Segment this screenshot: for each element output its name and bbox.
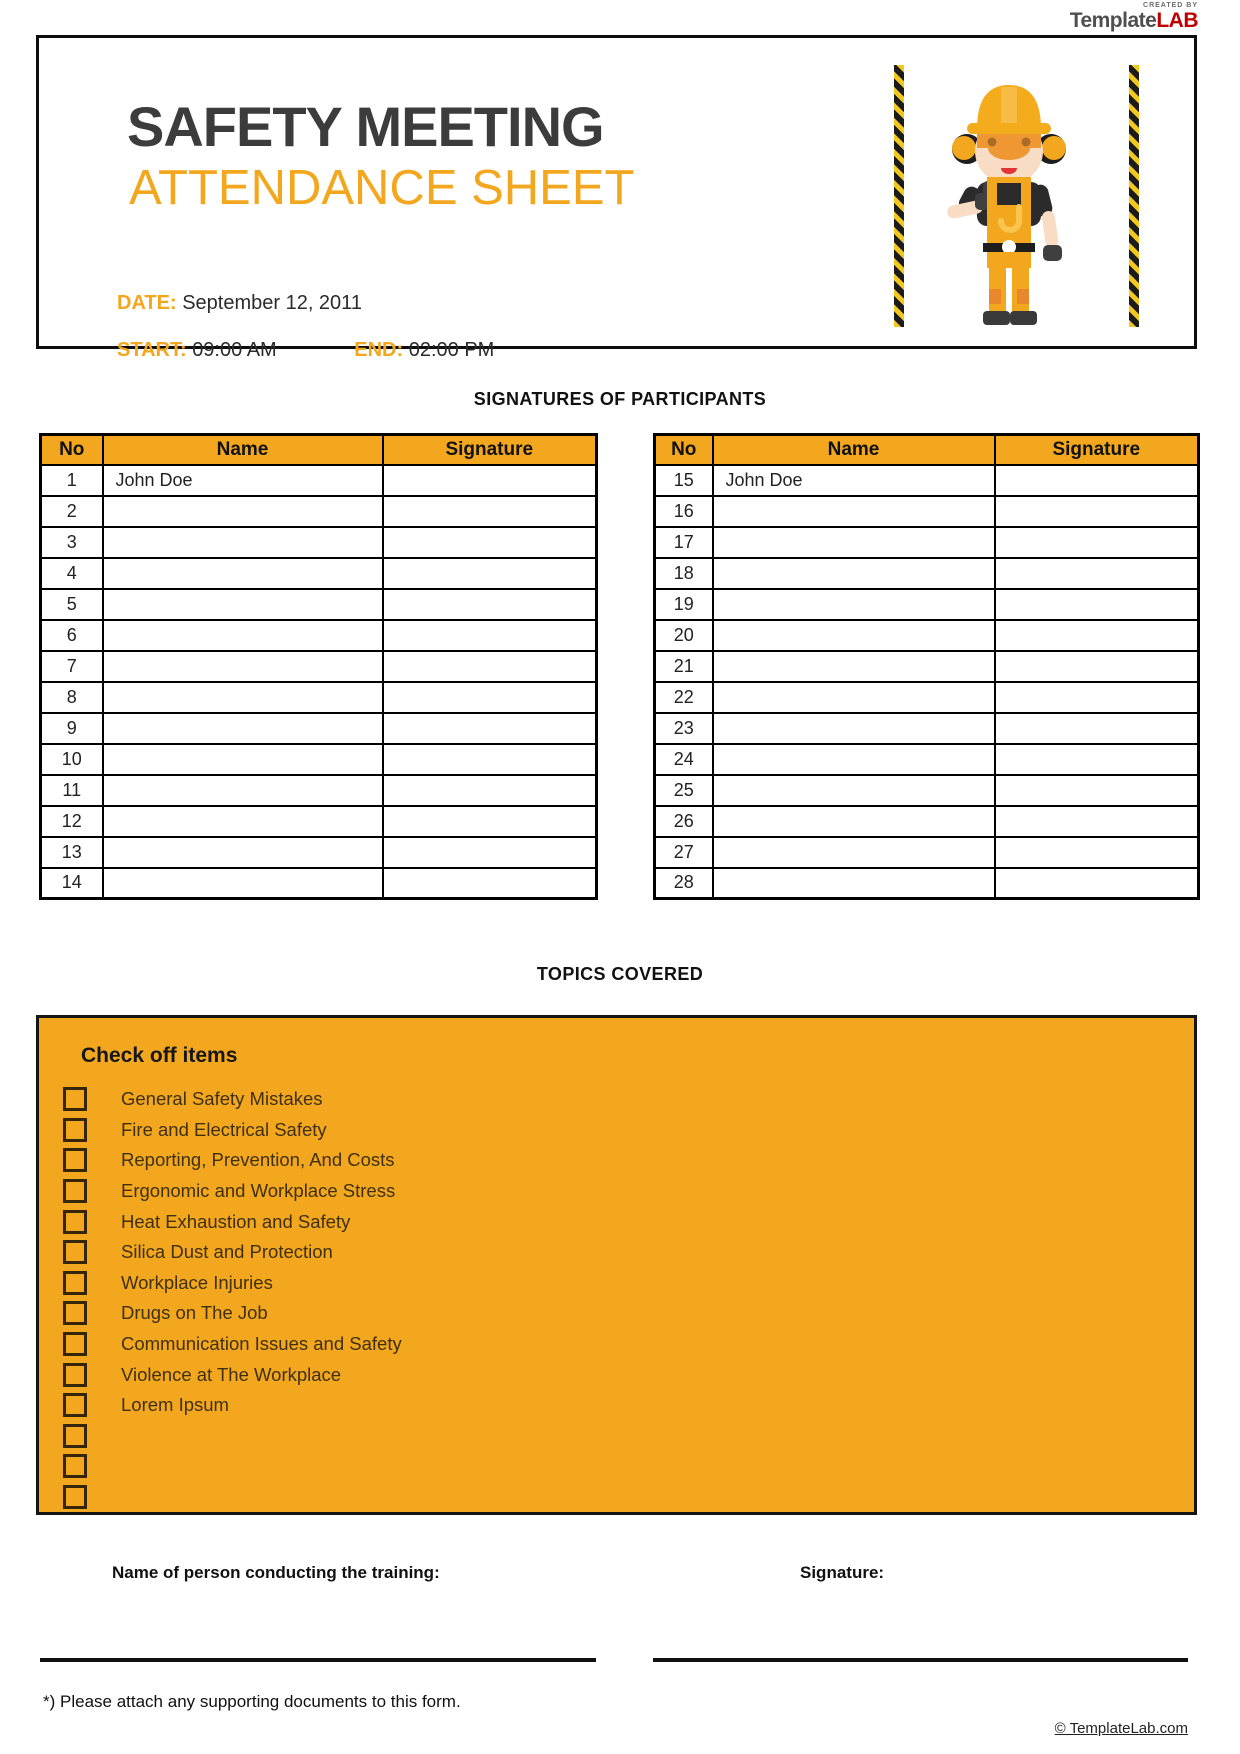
trainer-name-line[interactable] xyxy=(40,1658,596,1662)
topics-checklist xyxy=(63,1084,402,1512)
name-cell[interactable] xyxy=(103,589,383,620)
signature-cell[interactable] xyxy=(995,806,1199,837)
topics-box xyxy=(36,1015,1197,1515)
row-number-cell: 4 xyxy=(41,558,103,589)
checklist-item xyxy=(63,1451,402,1482)
templatelab-copyright-link[interactable]: © TemplateLab.com xyxy=(1054,1720,1188,1737)
table-row xyxy=(655,620,1199,651)
name-cell[interactable]: John Doe xyxy=(103,465,383,496)
trainer-signature-label: Signature: xyxy=(800,1563,885,1582)
checklist-item-label: Drugs on The Job xyxy=(121,1302,268,1324)
name-cell[interactable] xyxy=(713,558,995,589)
signature-cell[interactable] xyxy=(995,713,1199,744)
trainer-name-label: Name of person conducting the training: xyxy=(112,1563,440,1582)
signature-cell[interactable] xyxy=(383,620,597,651)
name-cell[interactable]: John Doe xyxy=(713,465,995,496)
column-header: No xyxy=(655,435,713,465)
row-number-cell: 6 xyxy=(41,620,103,651)
signature-cell[interactable] xyxy=(995,527,1199,558)
table-row xyxy=(41,620,597,651)
checklist-item-label: Violence at The Workplace xyxy=(121,1363,342,1385)
checkbox[interactable] xyxy=(63,1271,87,1295)
table-row xyxy=(655,775,1199,806)
checklist-item xyxy=(63,1237,402,1268)
row-number-cell: 26 xyxy=(655,806,713,837)
table-row xyxy=(655,589,1199,620)
checklist-item xyxy=(63,1206,402,1237)
row-number-cell: 12 xyxy=(41,806,103,837)
name-cell[interactable] xyxy=(103,558,383,589)
signature-cell[interactable] xyxy=(383,527,597,558)
topics-heading: TOPICS COVERED xyxy=(536,964,704,984)
date-line xyxy=(117,292,362,315)
signature-cell[interactable] xyxy=(995,465,1199,496)
name-cell[interactable] xyxy=(103,496,383,527)
row-number-cell: 10 xyxy=(41,744,103,775)
name-cell[interactable] xyxy=(713,620,995,651)
logo-lab-text: LAB xyxy=(1156,9,1198,32)
checkbox[interactable] xyxy=(63,1118,87,1142)
caution-stripe-left xyxy=(894,65,904,327)
name-cell[interactable] xyxy=(103,868,383,899)
row-number-cell: 23 xyxy=(655,713,713,744)
row-number-cell: 1 xyxy=(41,465,103,496)
name-cell[interactable] xyxy=(713,589,995,620)
table-row xyxy=(41,465,597,496)
end-value: 02:00 PM xyxy=(408,339,495,361)
checkbox[interactable] xyxy=(63,1485,87,1509)
name-cell[interactable] xyxy=(713,682,995,713)
header-box xyxy=(36,35,1197,361)
signature-cell[interactable] xyxy=(383,744,597,775)
checkbox[interactable] xyxy=(63,1087,87,1111)
name-cell[interactable] xyxy=(103,527,383,558)
checklist-item-label: General Safety Mistakes xyxy=(121,1088,323,1110)
row-number-cell: 7 xyxy=(41,651,103,682)
name-cell[interactable] xyxy=(103,744,383,775)
attachment-note: *) Please attach any supporting documents to this form. xyxy=(43,1692,461,1711)
signatures-heading: SIGNATURES OF PARTICIPANTS xyxy=(473,389,767,409)
row-number-cell: 8 xyxy=(41,682,103,713)
checklist-item-label: Silica Dust and Protection xyxy=(121,1241,333,1263)
signature-cell[interactable] xyxy=(383,775,597,806)
templatelab-logo xyxy=(1062,2,1198,31)
signature-cell[interactable] xyxy=(383,806,597,837)
signature-cell[interactable] xyxy=(383,496,597,527)
name-cell[interactable] xyxy=(103,775,383,806)
signature-cell[interactable] xyxy=(995,651,1199,682)
date-value: September 12, 2011 xyxy=(182,292,362,314)
name-cell[interactable] xyxy=(713,837,995,868)
row-number-cell: 14 xyxy=(41,868,103,899)
name-cell[interactable] xyxy=(103,837,383,868)
signature-cell[interactable] xyxy=(383,682,597,713)
participants-table-right xyxy=(653,433,1200,900)
checklist-item xyxy=(63,1145,402,1176)
date-label: DATE: xyxy=(117,292,177,314)
end-label: END: xyxy=(354,339,404,361)
table-row xyxy=(655,527,1199,558)
table-row xyxy=(41,713,597,744)
checklist-item-label: Communication Issues and Safety xyxy=(121,1333,402,1355)
row-number-cell: 9 xyxy=(41,713,103,744)
name-cell[interactable] xyxy=(103,651,383,682)
checklist-item xyxy=(63,1298,402,1329)
logo-created-by: CREATED BY xyxy=(1143,2,1198,9)
name-cell[interactable] xyxy=(713,744,995,775)
checklist-item-label: Workplace Injuries xyxy=(121,1271,273,1293)
checklist-item xyxy=(63,1268,402,1299)
column-header: Name xyxy=(103,435,383,465)
name-cell[interactable] xyxy=(713,775,995,806)
row-number-cell: 20 xyxy=(655,620,713,651)
table-row xyxy=(41,558,597,589)
row-number-cell: 24 xyxy=(655,744,713,775)
checkbox[interactable] xyxy=(63,1240,87,1264)
checklist-item xyxy=(63,1115,402,1146)
name-cell[interactable] xyxy=(713,527,995,558)
checklist-item xyxy=(63,1482,402,1513)
caution-stripe-right xyxy=(1129,65,1139,327)
table-row xyxy=(655,558,1199,589)
table-row xyxy=(655,837,1199,868)
time-line xyxy=(117,339,494,362)
checklist-item xyxy=(63,1329,402,1360)
row-number-cell: 2 xyxy=(41,496,103,527)
checklist-item-label: Ergonomic and Workplace Stress xyxy=(121,1180,396,1202)
table-row xyxy=(41,837,597,868)
signature-cell[interactable] xyxy=(995,837,1199,868)
row-number-cell: 17 xyxy=(655,527,713,558)
table-row xyxy=(41,775,597,806)
signature-cell[interactable] xyxy=(995,620,1199,651)
column-header: Signature xyxy=(383,435,597,465)
checkbox[interactable] xyxy=(63,1424,87,1448)
signature-cell[interactable] xyxy=(383,558,597,589)
table-row xyxy=(41,496,597,527)
table-row xyxy=(41,527,597,558)
row-number-cell: 3 xyxy=(41,527,103,558)
signature-cell[interactable] xyxy=(383,713,597,744)
row-number-cell: 22 xyxy=(655,682,713,713)
table-row xyxy=(655,713,1199,744)
table-row xyxy=(655,744,1199,775)
signature-cell[interactable] xyxy=(383,589,597,620)
checkbox[interactable] xyxy=(63,1210,87,1234)
column-header: Signature xyxy=(995,435,1199,465)
checklist-item xyxy=(63,1359,402,1390)
table-row xyxy=(655,682,1199,713)
signature-cell[interactable] xyxy=(383,465,597,496)
construction-worker-illustration xyxy=(931,65,1089,329)
table-row xyxy=(655,806,1199,837)
column-header: No xyxy=(41,435,103,465)
participants-table-left xyxy=(39,433,598,900)
start-value: 09:00 AM xyxy=(192,339,277,361)
table-row xyxy=(41,744,597,775)
name-cell[interactable] xyxy=(103,713,383,744)
checklist-item xyxy=(63,1390,402,1421)
name-cell[interactable] xyxy=(713,713,995,744)
checkbox[interactable] xyxy=(63,1301,87,1325)
signature-cell[interactable] xyxy=(995,589,1199,620)
page-subtitle: ATTENDANCE SHEET xyxy=(129,161,635,215)
name-cell[interactable] xyxy=(103,620,383,651)
signature-cell[interactable] xyxy=(995,496,1199,527)
signature-cell[interactable] xyxy=(995,775,1199,806)
row-number-cell: 15 xyxy=(655,465,713,496)
row-number-cell: 21 xyxy=(655,651,713,682)
start-label: START: xyxy=(117,339,187,361)
page-title: SAFETY MEETING xyxy=(127,95,604,158)
table-row xyxy=(655,465,1199,496)
table-row xyxy=(41,806,597,837)
checkbox[interactable] xyxy=(63,1179,87,1203)
check-off-items-title: Check off items xyxy=(81,1044,238,1067)
signature-cell[interactable] xyxy=(995,868,1199,899)
checkbox[interactable] xyxy=(63,1148,87,1172)
signature-cell[interactable] xyxy=(383,651,597,682)
row-number-cell: 28 xyxy=(655,868,713,899)
table-row xyxy=(41,682,597,713)
column-header: Name xyxy=(713,435,995,465)
signature-cell[interactable] xyxy=(995,558,1199,589)
table-row xyxy=(655,496,1199,527)
checkbox[interactable] xyxy=(63,1332,87,1356)
row-number-cell: 25 xyxy=(655,775,713,806)
row-number-cell: 11 xyxy=(41,775,103,806)
checklist-item-label: Reporting, Prevention, And Costs xyxy=(121,1149,395,1171)
table-row xyxy=(655,868,1199,899)
row-number-cell: 19 xyxy=(655,589,713,620)
name-cell[interactable] xyxy=(103,806,383,837)
table-row xyxy=(41,589,597,620)
name-cell[interactable] xyxy=(713,496,995,527)
name-cell[interactable] xyxy=(713,806,995,837)
checkbox[interactable] xyxy=(63,1393,87,1417)
checklist-item xyxy=(63,1176,402,1207)
name-cell[interactable] xyxy=(103,682,383,713)
row-number-cell: 13 xyxy=(41,837,103,868)
checkbox[interactable] xyxy=(63,1363,87,1387)
table-row xyxy=(655,651,1199,682)
signature-cell[interactable] xyxy=(383,868,597,899)
signature-cell[interactable] xyxy=(995,744,1199,775)
logo-template-text: Template xyxy=(1069,9,1157,32)
checkbox[interactable] xyxy=(63,1454,87,1478)
row-number-cell: 16 xyxy=(655,496,713,527)
row-number-cell: 5 xyxy=(41,589,103,620)
row-number-cell: 27 xyxy=(655,837,713,868)
signature-cell[interactable] xyxy=(383,837,597,868)
signature-cell[interactable] xyxy=(995,682,1199,713)
checklist-item xyxy=(63,1421,402,1452)
table-row xyxy=(41,651,597,682)
checklist-item-label: Fire and Electrical Safety xyxy=(121,1118,327,1140)
checklist-item-label: Lorem Ipsum xyxy=(121,1394,229,1416)
trainer-signature-line[interactable] xyxy=(653,1658,1188,1662)
name-cell[interactable] xyxy=(713,868,995,899)
checklist-item xyxy=(63,1084,402,1115)
table-row xyxy=(41,868,597,899)
name-cell[interactable] xyxy=(713,651,995,682)
checklist-item-label: Heat Exhaustion and Safety xyxy=(121,1210,351,1232)
row-number-cell: 18 xyxy=(655,558,713,589)
